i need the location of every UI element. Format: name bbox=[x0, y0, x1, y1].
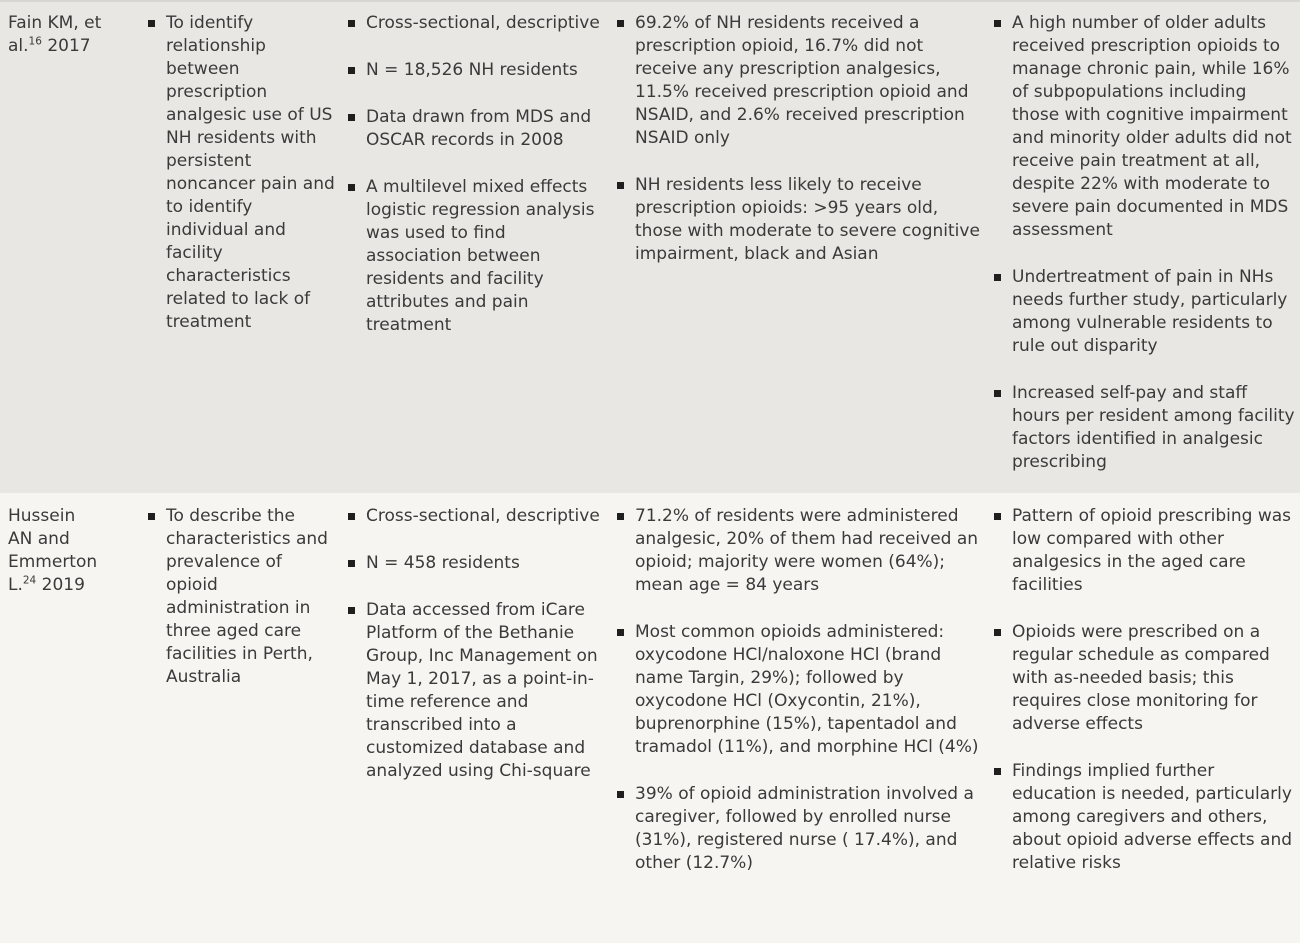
author-line: Fain KM, et bbox=[8, 13, 102, 33]
list-item bbox=[617, 621, 982, 759]
design-cell bbox=[340, 12, 609, 493]
bullet-icon bbox=[994, 513, 1001, 520]
bullet-icon bbox=[994, 20, 1001, 27]
list-item bbox=[348, 12, 605, 35]
conclusions-cell bbox=[986, 505, 1300, 943]
bullet-icon bbox=[348, 114, 355, 121]
bullet-icon bbox=[348, 184, 355, 191]
list-item bbox=[348, 106, 605, 152]
bullet-icon bbox=[148, 20, 155, 27]
list-item bbox=[617, 505, 982, 597]
objective-text: To identify relationship between prescription analgesic use of US NH residents with persistent noncancer pain and to identify individual and facility characteristics related to lack of treatment bbox=[166, 13, 335, 332]
bullet-icon bbox=[348, 607, 355, 614]
design-cell bbox=[340, 505, 609, 943]
table-row bbox=[0, 493, 1300, 943]
bullet-icon bbox=[617, 513, 624, 520]
objective-text: To describe the characteristics and prevalence of opioid administration in three aged care facilities in Perth, Australia bbox=[166, 506, 328, 687]
list-item bbox=[348, 59, 605, 82]
list-item bbox=[994, 12, 1296, 242]
list-item bbox=[348, 599, 605, 783]
list-item bbox=[348, 552, 605, 575]
list-item bbox=[994, 382, 1296, 474]
author-line: al.$^{16}$ 2017 bbox=[8, 35, 91, 56]
author-cell bbox=[0, 505, 140, 943]
bullet-icon bbox=[348, 67, 355, 74]
bullet-icon bbox=[994, 768, 1001, 775]
list-item bbox=[994, 266, 1296, 358]
bullet-icon bbox=[617, 182, 624, 189]
findings-text: 39% of opioid administration involved a caregiver, followed by enrolled nurse (31%), registered nurse ( 17.4%), and other (12.7%) bbox=[635, 784, 974, 873]
list-item bbox=[617, 12, 982, 150]
design-text: N = 18,526 NH residents bbox=[366, 60, 578, 80]
author-line: Emmerton bbox=[8, 552, 98, 572]
list-item bbox=[617, 174, 982, 266]
bullet-icon bbox=[148, 513, 155, 520]
conclusions-text: Undertreatment of pain in NHs needs further study, particularly among vulnerable residents to rule out disparity bbox=[1012, 267, 1288, 356]
bullet-icon bbox=[348, 513, 355, 520]
design-text: Data drawn from MDS and OSCAR records in 2008 bbox=[366, 107, 592, 150]
objective-cell bbox=[140, 12, 340, 493]
list-item bbox=[994, 760, 1296, 875]
reference-superscript: 16 bbox=[28, 35, 42, 48]
conclusions-text: Findings implied further education is needed, particularly among caregivers and others, about opioid adverse effects and relative risks bbox=[1012, 761, 1293, 873]
conclusions-text: Pattern of opioid prescribing was low compared with other analgesics in the aged care facilities bbox=[1012, 506, 1292, 595]
conclusions-cell bbox=[986, 12, 1300, 493]
findings-text: 69.2% of NH residents received a prescription opioid, 16.7% did not receive any prescription analgesics, 11.5% received prescription opioid and NSAID, and 2.6% received prescription NSAID only bbox=[635, 13, 969, 148]
design-text: Cross-sectional, descriptive bbox=[366, 506, 600, 526]
author-line: L.$^{24}$ 2019 bbox=[8, 574, 85, 595]
list-item bbox=[994, 621, 1296, 736]
list-item bbox=[348, 505, 605, 528]
design-text: Data accessed from iCare Platform of the Bethanie Group, Inc Management on May 1, 2017, as a point-in-time reference and transcribed into a customized database and analyzed using Chi-square bbox=[366, 600, 598, 781]
list-item bbox=[617, 783, 982, 875]
bullet-icon bbox=[348, 560, 355, 567]
conclusions-text: A high number of older adults received prescription opioids to manage chronic pain, while 16% of subpopulations including those with cognitive impairment and minority older adults did not receive pain treatment at all, despite 22% with moderate to severe pain documented in MDS assessment bbox=[1012, 13, 1292, 240]
reference-superscript: 24 bbox=[22, 574, 37, 587]
bullet-icon bbox=[994, 390, 1001, 397]
author-cell bbox=[0, 12, 140, 493]
conclusions-text: Increased self-pay and staff hours per resident among facility factors identified in analgesic prescribing bbox=[1012, 383, 1295, 472]
findings-cell bbox=[609, 505, 986, 943]
bullet-icon bbox=[617, 629, 624, 636]
bullet-icon bbox=[617, 791, 624, 798]
findings-text: NH residents less likely to receive prescription opioids: >95 years old, those with moderate to severe cognitive impairment, black and Asian bbox=[635, 175, 980, 264]
findings-text: 71.2% of residents were administered analgesic, 20% of them had received an opioid; majority were women (64%); mean age = 84 years bbox=[635, 506, 979, 595]
author-line: Hussein bbox=[8, 506, 76, 526]
list-item bbox=[148, 505, 336, 689]
conclusions-text: Opioids were prescribed on a regular schedule as compared with as-needed basis; this requires close monitoring for adverse effects bbox=[1012, 622, 1270, 734]
design-text: A multilevel mixed effects logistic regression analysis was used to find association between residents and facility attributes and pain treatment bbox=[366, 177, 595, 335]
bullet-icon bbox=[994, 274, 1001, 281]
design-text: Cross-sectional, descriptive bbox=[366, 13, 600, 33]
objective-cell bbox=[140, 505, 340, 943]
findings-text: Most common opioids administered: oxycodone HCl/naloxone HCl (brand name Targin, 29%); followed by oxycodone HCl (Oxycontin, 21%), buprenorphine (15%), tapentadol and tramadol (11%), and morphine HCl (4%) bbox=[635, 622, 979, 757]
list-item bbox=[994, 505, 1296, 597]
author-line: AN and bbox=[8, 529, 70, 549]
bullet-icon bbox=[617, 20, 624, 27]
list-item bbox=[148, 12, 336, 334]
bullet-icon bbox=[348, 20, 355, 27]
findings-cell bbox=[609, 12, 986, 493]
bullet-icon bbox=[994, 629, 1001, 636]
design-text: N = 458 residents bbox=[366, 553, 520, 573]
list-item bbox=[348, 176, 605, 337]
